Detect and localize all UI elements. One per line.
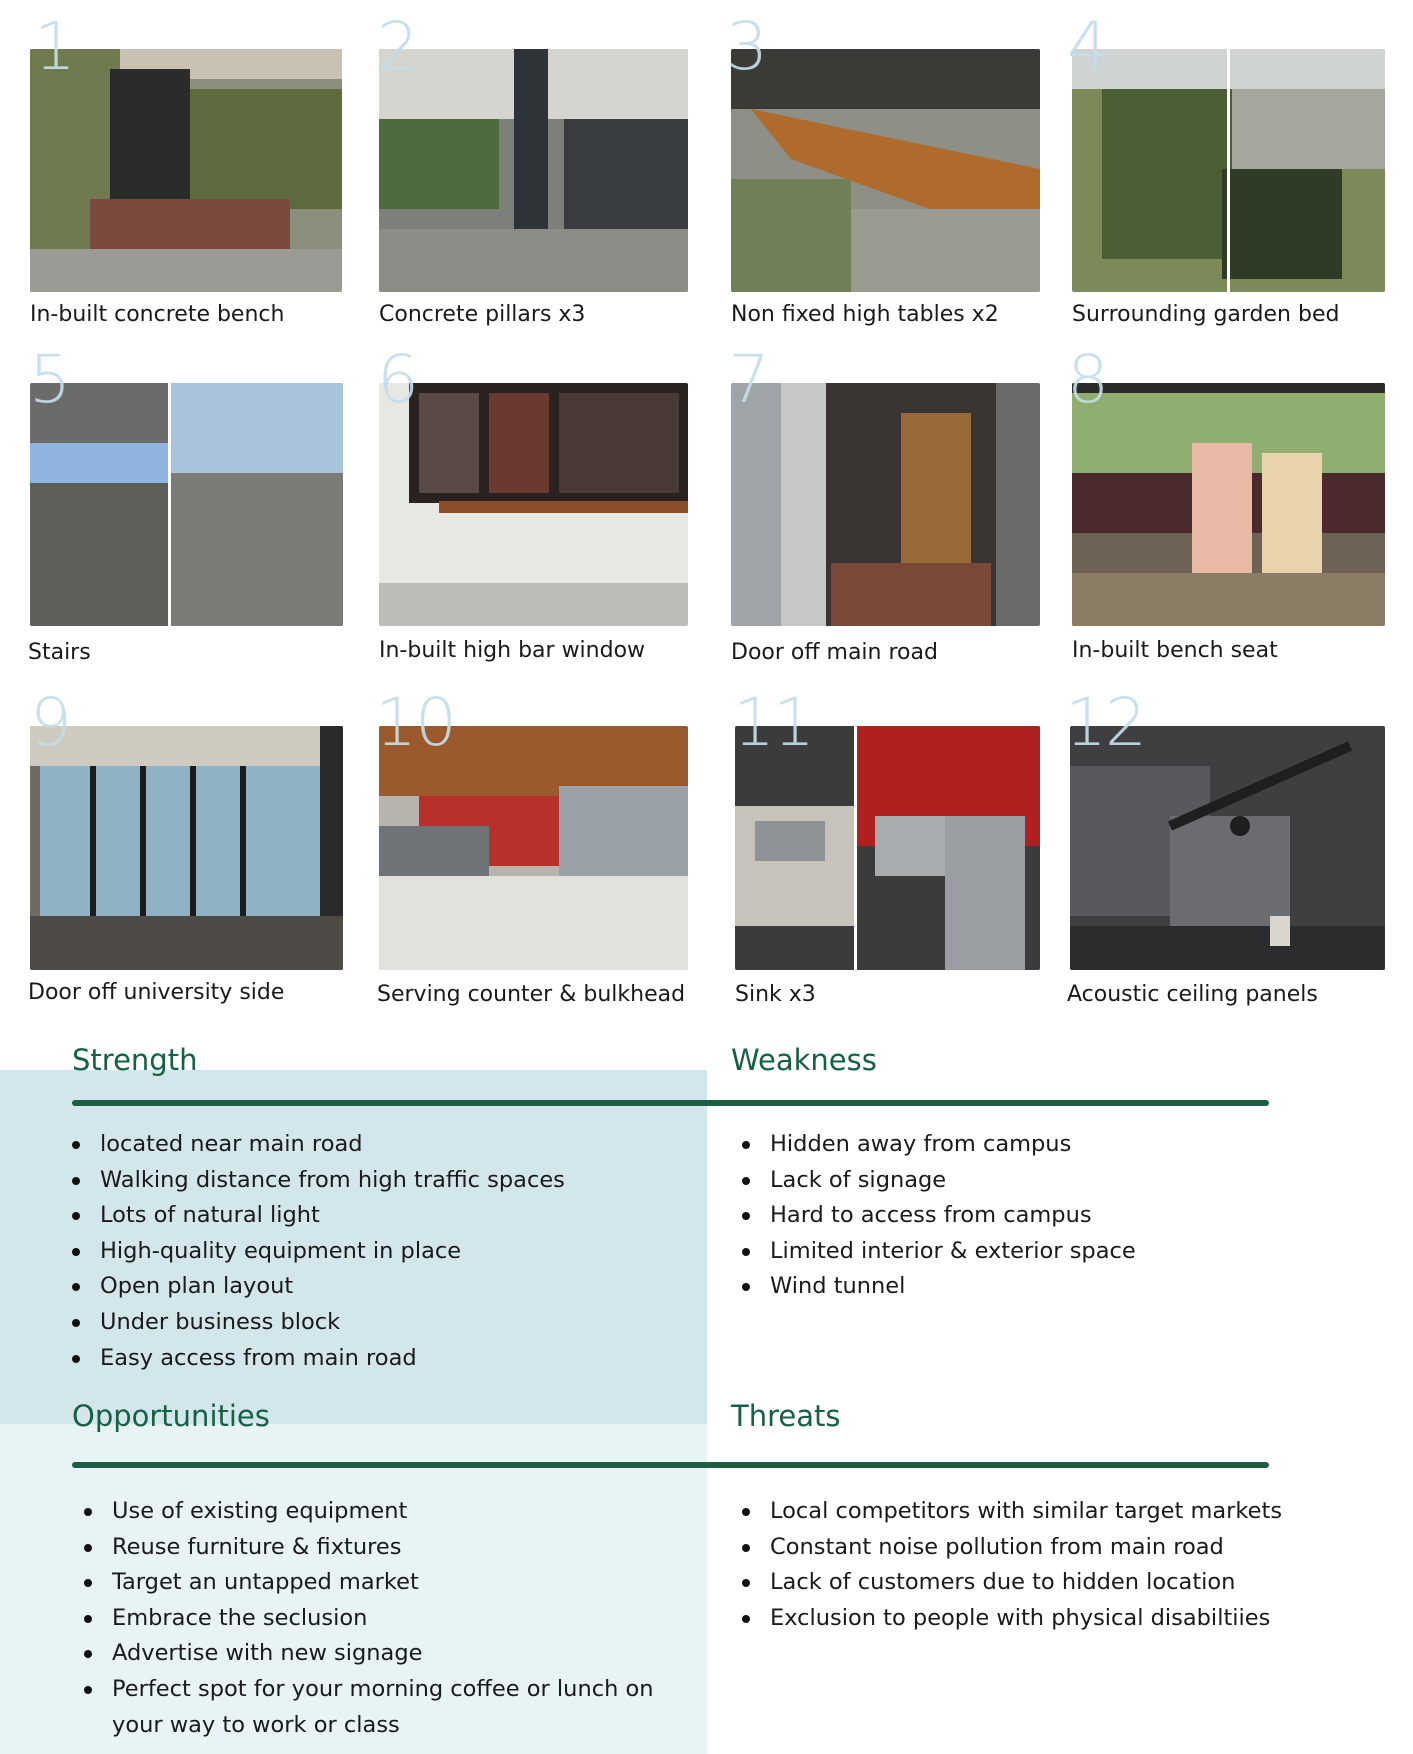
opportunity-item: Reuse furniture & fixtures <box>84 1530 672 1566</box>
photo-garden-bed <box>1072 49 1385 292</box>
photo-door-main-road <box>731 383 1040 626</box>
photo-caption: Door off university side <box>28 980 285 1005</box>
weakness-item: Hard to access from campus <box>742 1198 1136 1234</box>
photo-caption: In-built concrete bench <box>30 302 285 327</box>
strength-item: Walking distance from high traffic spaces <box>72 1163 565 1199</box>
photo-caption: Surrounding garden bed <box>1072 302 1340 327</box>
photo-high-tables <box>731 49 1040 292</box>
photo-bench-seat <box>1072 383 1385 626</box>
photo-number: 12 <box>1065 684 1145 761</box>
opportunities-list <box>84 1494 672 1743</box>
threat-item: Exclusion to people with physical disabiltiies <box>742 1601 1282 1637</box>
weakness-item: Wind tunnel <box>742 1269 1136 1305</box>
photo-number: 7 <box>728 341 768 418</box>
photo-number: 2 <box>377 8 417 85</box>
photo-number: 6 <box>377 341 417 418</box>
divider-bottom <box>72 1462 1269 1468</box>
weakness-item: Limited interior & exterior space <box>742 1234 1136 1270</box>
strength-item: Easy access from main road <box>72 1341 565 1377</box>
photo-number: 3 <box>726 8 766 85</box>
photo-number: 9 <box>30 684 70 761</box>
photo-caption: Acoustic ceiling panels <box>1067 982 1318 1007</box>
threat-item: Constant noise pollution from main road <box>742 1530 1282 1566</box>
photo-number: 1 <box>34 8 74 85</box>
photo-number: 11 <box>733 684 813 761</box>
weakness-heading: Weakness <box>731 1043 877 1077</box>
strength-item: Lots of natural light <box>72 1198 565 1234</box>
photo-number: 10 <box>375 684 455 761</box>
opportunity-item: Use of existing equipment <box>84 1494 672 1530</box>
strength-item: located near main road <box>72 1127 565 1163</box>
threat-item: Local competitors with similar target markets <box>742 1494 1282 1530</box>
opportunities-heading: Opportunities <box>72 1399 270 1433</box>
divider-top <box>72 1100 1269 1106</box>
photo-caption: Serving counter & bulkhead <box>377 982 686 1007</box>
photo-acoustic-panels <box>1070 726 1385 970</box>
strength-heading: Strength <box>72 1043 198 1077</box>
photo-sinks <box>735 726 1040 970</box>
strength-list <box>72 1127 565 1376</box>
photo-door-university <box>30 726 343 970</box>
strength-item: Under business block <box>72 1305 565 1341</box>
photo-stairs <box>30 383 343 626</box>
threats-list <box>742 1494 1282 1636</box>
photo-concrete-bench <box>30 49 342 292</box>
photo-caption: Door off main road <box>731 640 938 665</box>
photo-caption: Stairs <box>28 640 91 665</box>
opportunity-item: Embrace the seclusion <box>84 1601 672 1637</box>
weakness-list <box>742 1127 1136 1305</box>
photo-number: 8 <box>1067 341 1107 418</box>
threat-item: Lack of customers due to hidden location <box>742 1565 1282 1601</box>
opportunity-item: Target an untapped market <box>84 1565 672 1601</box>
photo-serving-counter <box>379 726 688 970</box>
strength-item: High-quality equipment in place <box>72 1234 565 1270</box>
threats-heading: Threats <box>731 1399 841 1433</box>
weakness-item: Lack of signage <box>742 1163 1136 1199</box>
photo-caption: In-built high bar window <box>379 638 646 663</box>
photo-number: 5 <box>29 341 69 418</box>
opportunity-item: Perfect spot for your morning coffee or lunch on your way to work or class <box>84 1672 672 1743</box>
photo-concrete-pillars <box>379 49 688 292</box>
photo-caption: In-built bench seat <box>1072 638 1278 663</box>
weakness-item: Hidden away from campus <box>742 1127 1136 1163</box>
photo-bar-window <box>379 383 688 626</box>
photo-number: 4 <box>1067 8 1107 85</box>
opportunity-item: Advertise with new signage <box>84 1636 672 1672</box>
photo-caption: Sink x3 <box>735 982 816 1007</box>
strength-item: Open plan layout <box>72 1269 565 1305</box>
photo-caption: Concrete pillars x3 <box>379 302 586 327</box>
photo-caption: Non fixed high tables x2 <box>731 302 999 327</box>
